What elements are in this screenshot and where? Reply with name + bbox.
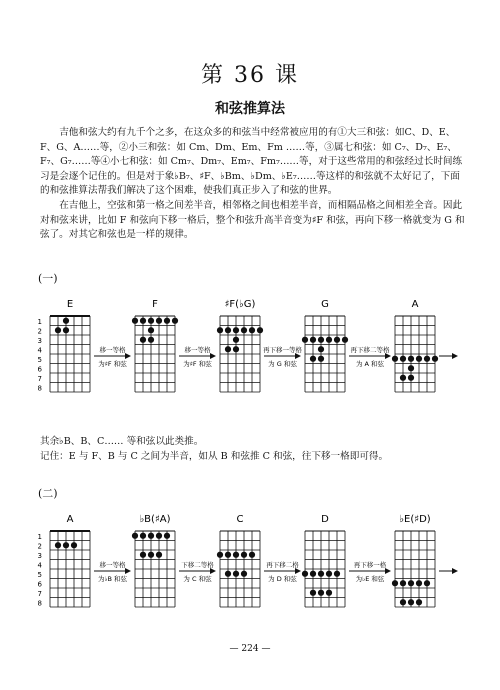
finger-dot bbox=[63, 327, 69, 333]
finger-dot bbox=[63, 318, 69, 324]
finger-dot bbox=[148, 552, 154, 558]
fret-number: 3 bbox=[37, 551, 42, 560]
finger-dot bbox=[424, 356, 430, 362]
finger-dot bbox=[233, 571, 239, 577]
fret-number: 1 bbox=[37, 532, 42, 541]
finger-dot bbox=[400, 599, 406, 605]
arrow-label-top: 再下移一等格 bbox=[263, 346, 302, 354]
finger-dot bbox=[233, 337, 239, 343]
finger-dot bbox=[225, 346, 231, 352]
arrow-label-bottom: 为 A 和弦 bbox=[355, 360, 385, 368]
finger-dot bbox=[310, 337, 316, 343]
chord-box bbox=[217, 299, 263, 392]
finger-dot bbox=[156, 552, 162, 558]
finger-dot bbox=[241, 552, 247, 558]
finger-dot bbox=[302, 571, 308, 577]
arrow-label-bottom: 为♯F 和弦 bbox=[183, 360, 212, 368]
part-two-label: (二) bbox=[38, 487, 58, 500]
move-arrow bbox=[264, 560, 301, 583]
finger-dot bbox=[416, 599, 422, 605]
finger-dot bbox=[217, 327, 223, 333]
arrow-label-bottom: 为 C 和弦 bbox=[183, 575, 212, 583]
section-title: 和弦推算法 bbox=[215, 101, 285, 117]
finger-dot bbox=[392, 580, 398, 586]
chord-name: C bbox=[236, 514, 244, 525]
finger-dot bbox=[257, 327, 263, 333]
chord-diagram-part-two bbox=[0, 505, 500, 615]
fret-number: 4 bbox=[37, 346, 42, 355]
chord-name: ♭B(♯A) bbox=[139, 514, 171, 525]
fret-number: 2 bbox=[37, 542, 42, 551]
chord-diagram-part-one bbox=[0, 290, 500, 410]
chord-box bbox=[302, 514, 345, 607]
arrow-label-bottom: 为 D 和弦 bbox=[268, 575, 297, 583]
finger-dot bbox=[148, 327, 154, 333]
finger-dot bbox=[225, 571, 231, 577]
finger-dot bbox=[318, 356, 324, 362]
finger-dot bbox=[55, 542, 61, 548]
finger-dot bbox=[408, 356, 414, 362]
arrow-label-bottom: 为♭B 和弦 bbox=[97, 575, 128, 583]
chord-name: F bbox=[152, 299, 158, 310]
note-1: 其余♭B、B、C…… 等和弦以此类推。 bbox=[40, 436, 204, 447]
intro-text bbox=[40, 126, 468, 243]
finger-dot bbox=[408, 580, 414, 586]
finger-dot bbox=[233, 327, 239, 333]
fret-number: 8 bbox=[37, 384, 42, 393]
finger-dot bbox=[233, 552, 239, 558]
arrow-label-top: 再下移二等格 bbox=[350, 346, 390, 354]
finger-dot bbox=[424, 580, 430, 586]
finger-dot bbox=[132, 533, 138, 539]
trailing-arrow-head bbox=[452, 353, 458, 359]
finger-dot bbox=[156, 533, 162, 539]
finger-dot bbox=[140, 318, 146, 324]
finger-dot bbox=[318, 571, 324, 577]
finger-dot bbox=[233, 346, 239, 352]
arrow-label-top: 再下移二格 bbox=[266, 561, 299, 569]
arrow-label-top: 移一等格 bbox=[184, 346, 211, 354]
finger-dot bbox=[302, 337, 308, 343]
finger-dot bbox=[140, 337, 146, 343]
chord-name: E bbox=[66, 299, 74, 310]
paragraph-1: 吉他和弦大约有九千个之多，在这众多的和弦当中经常被应用的有①大三和弦：如C、D、E、F、G、A……等，②小三和弦：如 Cm、Dm、Em、Fm ……等，③属七和弦：如 C₇、D₇、E₇、F₇、G₇……等④小七和弦：如 Cm₇、Dm₇、Em₇、Fm₇……等，对于这些常用的和弦经过长时间练习是会逐个记住的。但是对于象♭B₇、♯F、♭Bm、♭Dm、♭E₇……等这样的和弦就不太好记了，下面的和弦推算法帮我们解决了这个困难，使我们真正步入了和弦的世界。 bbox=[40, 127, 463, 197]
fret-number: 2 bbox=[37, 327, 42, 336]
chord-name: ♭E(♯D) bbox=[399, 514, 431, 525]
arrow-label-top: 再下移一格 bbox=[353, 561, 387, 569]
finger-dot bbox=[342, 337, 348, 343]
finger-dot bbox=[408, 599, 414, 605]
chord-name: A bbox=[66, 514, 74, 525]
fret-number: 7 bbox=[37, 589, 42, 598]
finger-dot bbox=[416, 356, 422, 362]
chord-name: D bbox=[321, 514, 329, 525]
lesson-title: 第 36 课 bbox=[201, 63, 299, 88]
fret-number: 6 bbox=[37, 365, 42, 374]
arrow-head bbox=[210, 353, 216, 359]
chord-box bbox=[302, 299, 348, 392]
page-number: — 224 — bbox=[229, 644, 271, 654]
finger-dot bbox=[172, 318, 178, 324]
move-arrow bbox=[179, 560, 216, 583]
arrow-label-top: 移一等格 bbox=[99, 561, 126, 569]
fret-number: 4 bbox=[37, 561, 42, 570]
paragraph-2: 在吉他上，空弦和第一格之间差半音，相邻格之间也相差半音，而相隔品格之间相差全音。因此对和弦来讲，比如 F 和弦向下移一格后，整个和弦升高半音变为♯F 和弦，再向下移一格就变为 G 和弦了。对其它和弦也是一样的规律。 bbox=[40, 199, 465, 241]
finger-dot bbox=[132, 318, 138, 324]
chord-box bbox=[132, 299, 178, 392]
notes bbox=[40, 434, 470, 464]
chord-name: ♯F(♭G) bbox=[224, 299, 256, 310]
finger-dot bbox=[326, 337, 332, 343]
move-arrow bbox=[94, 560, 131, 583]
finger-dot bbox=[71, 542, 77, 548]
trailing-arrow-head bbox=[452, 568, 458, 574]
chord-box bbox=[217, 514, 260, 607]
chord-name: G bbox=[321, 299, 329, 310]
finger-dot bbox=[249, 552, 255, 558]
finger-dot bbox=[225, 552, 231, 558]
finger-dot bbox=[225, 327, 231, 333]
finger-dot bbox=[140, 552, 146, 558]
chord-box bbox=[50, 514, 90, 607]
finger-dot bbox=[326, 571, 332, 577]
chord-box bbox=[50, 299, 90, 392]
chord-box bbox=[132, 514, 175, 607]
finger-dot bbox=[249, 327, 255, 333]
arrow-head bbox=[125, 568, 131, 574]
fret-number: 7 bbox=[37, 374, 42, 383]
move-arrow bbox=[179, 345, 216, 368]
chord-box bbox=[392, 299, 438, 392]
chord-box bbox=[392, 514, 435, 607]
finger-dot bbox=[148, 533, 154, 539]
finger-dot bbox=[400, 356, 406, 362]
fret-number: 5 bbox=[37, 570, 42, 579]
fret-number: 6 bbox=[37, 580, 42, 589]
note-2: 记住：E 与 F、B 与 C 之间为半音，如从 B 和弦推 C 和弦，往下移一格即可得。 bbox=[40, 451, 389, 462]
chord-name: A bbox=[411, 299, 419, 310]
arrow-head bbox=[125, 353, 131, 359]
move-arrow bbox=[349, 345, 391, 368]
finger-dot bbox=[416, 580, 422, 586]
move-arrow bbox=[263, 345, 303, 368]
finger-dot bbox=[148, 318, 154, 324]
finger-dot bbox=[400, 580, 406, 586]
finger-dot bbox=[55, 327, 61, 333]
fret-number: 1 bbox=[37, 317, 42, 326]
finger-dot bbox=[326, 590, 332, 596]
finger-dot bbox=[318, 346, 324, 352]
arrow-label-bottom: 为♯F 和弦 bbox=[98, 360, 127, 368]
finger-dot bbox=[164, 533, 170, 539]
finger-dot bbox=[408, 365, 414, 371]
finger-dot bbox=[140, 533, 146, 539]
finger-dot bbox=[318, 337, 324, 343]
finger-dot bbox=[164, 318, 170, 324]
finger-dot bbox=[310, 571, 316, 577]
part-one-label: (一) bbox=[38, 272, 58, 285]
finger-dot bbox=[408, 375, 414, 381]
finger-dot bbox=[400, 375, 406, 381]
move-arrow bbox=[349, 560, 391, 583]
arrow-label-top: 下移二等格 bbox=[181, 561, 214, 569]
finger-dot bbox=[432, 356, 438, 362]
finger-dot bbox=[217, 552, 223, 558]
arrow-label-bottom: 为♭E 和弦 bbox=[355, 575, 385, 583]
fret-number: 5 bbox=[37, 355, 42, 364]
finger-dot bbox=[310, 356, 316, 362]
finger-dot bbox=[148, 337, 154, 343]
finger-dot bbox=[241, 571, 247, 577]
finger-dot bbox=[241, 327, 247, 333]
arrow-label-top: 移一等格 bbox=[99, 346, 126, 354]
fret-number: 3 bbox=[37, 336, 42, 345]
finger-dot bbox=[334, 337, 340, 343]
finger-dot bbox=[334, 571, 340, 577]
finger-dot bbox=[156, 318, 162, 324]
finger-dot bbox=[318, 590, 324, 596]
move-arrow bbox=[94, 345, 131, 368]
finger-dot bbox=[392, 356, 398, 362]
finger-dot bbox=[310, 590, 316, 596]
arrow-label-bottom: 为 G 和弦 bbox=[268, 360, 297, 368]
fret-number: 8 bbox=[37, 599, 42, 608]
finger-dot bbox=[63, 542, 69, 548]
